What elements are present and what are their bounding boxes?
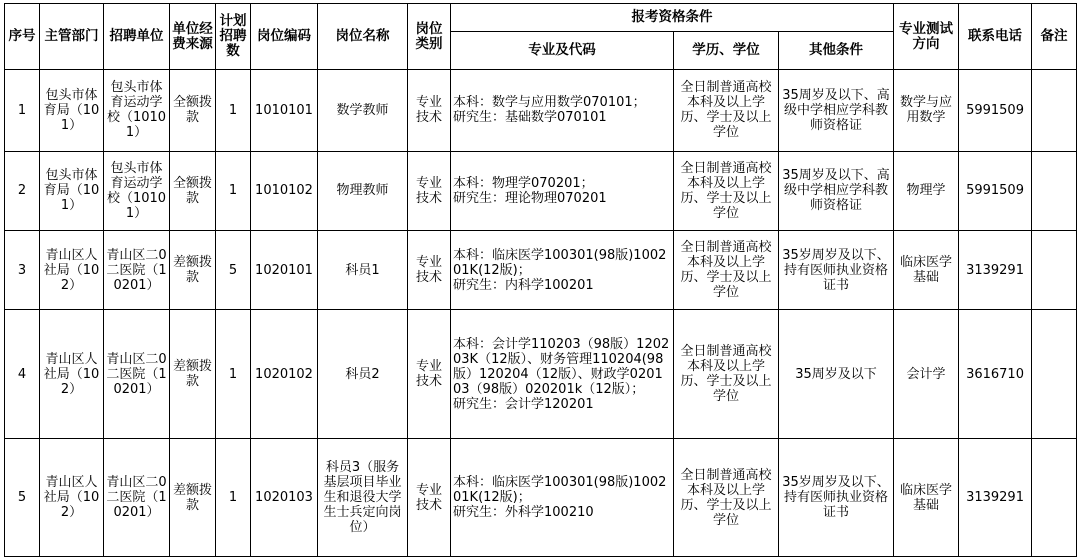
cell-code: 1020101 — [251, 230, 318, 309]
cell-major: 本科：物理学070201； 研究生：理论物理070201 — [451, 151, 674, 230]
cell-test: 临床医学基础 — [894, 230, 959, 309]
cell-other: 35周岁及以下 — [779, 310, 894, 439]
cell-edu: 全日制普通高校本科及以上学历、学士及以上学位 — [674, 151, 779, 230]
cell-major: 本科：临床医学100301(98版)100201K(12版)； 研究生：内科学100201 — [451, 230, 674, 309]
cell-name: 物理教师 — [318, 151, 408, 230]
cell-other: 35岁周岁及以下、持有医师执业资格证书 — [779, 439, 894, 557]
cell-seq: 3 — [5, 230, 40, 309]
cell-code: 1010102 — [251, 151, 318, 230]
cell-test: 会计学 — [894, 310, 959, 439]
cell-other: 35周岁及以下、高级中学相应学科教师资格证 — [779, 70, 894, 152]
cell-fund: 差额拨款 — [170, 310, 216, 439]
cell-dept: 青山区人社局（102） — [40, 439, 104, 557]
cell-plan: 1 — [216, 70, 251, 152]
cell-test: 临床医学基础 — [894, 439, 959, 557]
cell-name: 科员3（服务基层项目毕业生和退役大学生士兵定向岗位） — [318, 439, 408, 557]
cell-type: 专业技术 — [408, 70, 451, 152]
cell-phone: 3616710 — [959, 310, 1032, 439]
cell-phone: 5991509 — [959, 70, 1032, 152]
header-fund: 单位经费来源 — [170, 4, 216, 70]
header-plan: 计划招聘数 — [216, 4, 251, 70]
header-major: 专业及代码 — [451, 32, 674, 70]
header-other: 其他条件 — [779, 32, 894, 70]
cell-plan: 1 — [216, 151, 251, 230]
header-code: 岗位编码 — [251, 4, 318, 70]
cell-edu: 全日制普通高校本科及以上学历、学士及以上学位 — [674, 439, 779, 557]
cell-edu: 全日制普通高校本科及以上学历、学士及以上学位 — [674, 310, 779, 439]
cell-dept: 包头市体育局（101） — [40, 151, 104, 230]
cell-type: 专业技术 — [408, 151, 451, 230]
cell-note — [1032, 70, 1077, 152]
cell-note — [1032, 310, 1077, 439]
cell-seq: 5 — [5, 439, 40, 557]
cell-fund: 全额拨款 — [170, 70, 216, 152]
cell-unit: 包头市体育运动学校（10101） — [104, 70, 170, 152]
cell-test: 物理学 — [894, 151, 959, 230]
cell-fund: 全额拨款 — [170, 151, 216, 230]
cell-unit: 青山区二0二医院（10201） — [104, 310, 170, 439]
cell-dept: 包头市体育局（101） — [40, 70, 104, 152]
cell-plan: 1 — [216, 439, 251, 557]
header-edu: 学历、学位 — [674, 32, 779, 70]
cell-major: 本科：数学与应用数学070101； 研究生：基础数学070101 — [451, 70, 674, 152]
cell-test: 数学与应用数学 — [894, 70, 959, 152]
cell-phone: 3139291 — [959, 439, 1032, 557]
cell-type: 专业技术 — [408, 310, 451, 439]
cell-plan: 1 — [216, 310, 251, 439]
cell-fund: 差额拨款 — [170, 439, 216, 557]
header-unit: 招聘单位 — [104, 4, 170, 70]
cell-other: 35岁周岁及以下、持有医师执业资格证书 — [779, 230, 894, 309]
recruitment-table — [4, 3, 1077, 557]
cell-name: 科员1 — [318, 230, 408, 309]
cell-phone: 5991509 — [959, 151, 1032, 230]
cell-unit: 青山区二0二医院（10201） — [104, 439, 170, 557]
header-qualify: 报考资格条件 — [451, 4, 894, 32]
cell-fund: 差额拨款 — [170, 230, 216, 309]
cell-seq: 4 — [5, 310, 40, 439]
table-row — [5, 230, 1077, 309]
header-phone: 联系电话 — [959, 4, 1032, 70]
cell-major: 本科：临床医学100301(98版)100201K(12版)； 研究生：外科学100210 — [451, 439, 674, 557]
cell-type: 专业技术 — [408, 439, 451, 557]
header-note: 备注 — [1032, 4, 1077, 70]
cell-dept: 青山区人社局（102） — [40, 230, 104, 309]
cell-plan: 5 — [216, 230, 251, 309]
cell-code: 1010101 — [251, 70, 318, 152]
cell-note — [1032, 439, 1077, 557]
cell-seq: 1 — [5, 70, 40, 152]
cell-seq: 2 — [5, 151, 40, 230]
header-test: 专业测试方向 — [894, 4, 959, 70]
header-name: 岗位名称 — [318, 4, 408, 70]
cell-code: 1020102 — [251, 310, 318, 439]
header-seq: 序号 — [5, 4, 40, 70]
header-type: 岗位类别 — [408, 4, 451, 70]
table-row — [5, 70, 1077, 152]
cell-name: 科员2 — [318, 310, 408, 439]
cell-unit: 包头市体育运动学校（10101） — [104, 151, 170, 230]
cell-major: 本科：会计学110203（98版）120203K（12版）、财务管理110204(98版）120204（12版）、财政学020103（98版）020201k（12版）； 研究生：会计学120201 — [451, 310, 674, 439]
header-dept: 主管部门 — [40, 4, 104, 70]
cell-dept: 青山区人社局（102） — [40, 310, 104, 439]
cell-note — [1032, 230, 1077, 309]
cell-edu: 全日制普通高校本科及以上学历、学士及以上学位 — [674, 230, 779, 309]
table-row — [5, 151, 1077, 230]
cell-unit: 青山区二0二医院（10201） — [104, 230, 170, 309]
table-row — [5, 439, 1077, 557]
cell-note — [1032, 151, 1077, 230]
cell-phone: 3139291 — [959, 230, 1032, 309]
cell-edu: 全日制普通高校本科及以上学历、学士及以上学位 — [674, 70, 779, 152]
cell-other: 35周岁及以下、高级中学相应学科教师资格证 — [779, 151, 894, 230]
cell-type: 专业技术 — [408, 230, 451, 309]
table-row — [5, 310, 1077, 439]
cell-name: 数学教师 — [318, 70, 408, 152]
cell-code: 1020103 — [251, 439, 318, 557]
